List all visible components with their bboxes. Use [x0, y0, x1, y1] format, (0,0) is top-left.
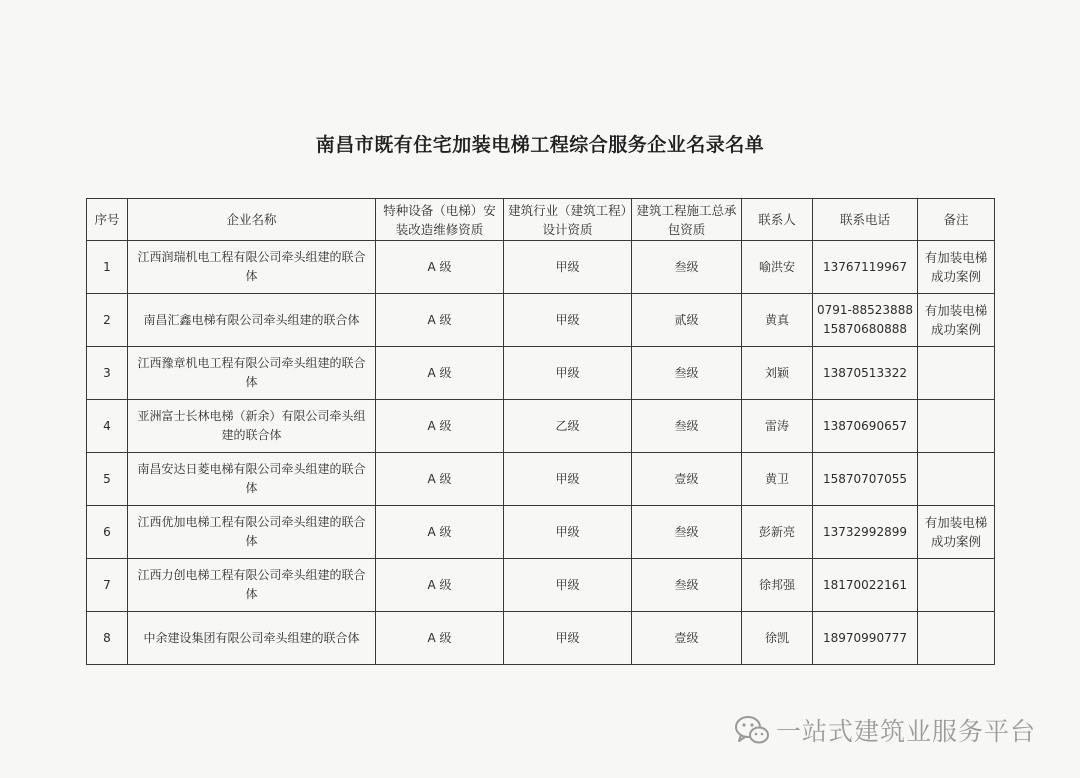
cell-construction-qualification: 贰级 — [632, 294, 742, 347]
cell-elevator-qualification: A 级 — [376, 400, 504, 453]
table-row — [87, 347, 995, 400]
cell-elevator-qualification: A 级 — [376, 294, 504, 347]
cell-note — [918, 347, 995, 400]
cell-note: 有加装电梯成功案例 — [918, 506, 995, 559]
cell-contact: 徐邦强 — [742, 559, 813, 612]
cell-phone: 13870513322 — [813, 347, 918, 400]
cell-company: 南昌安达日菱电梯有限公司牵头组建的联合体 — [128, 453, 376, 506]
cell-contact: 黄真 — [742, 294, 813, 347]
cell-construction-qualification: 叁级 — [632, 241, 742, 294]
cell-no: 2 — [87, 294, 128, 347]
cell-no: 1 — [87, 241, 128, 294]
header-contact: 联系人 — [742, 199, 813, 241]
cell-elevator-qualification: A 级 — [376, 559, 504, 612]
cell-phone: 15870707055 — [813, 453, 918, 506]
cell-contact: 雷涛 — [742, 400, 813, 453]
header-construction-qualification: 建筑工程施工总承包资质 — [632, 199, 742, 241]
cell-note — [918, 612, 995, 665]
header-company: 企业名称 — [128, 199, 376, 241]
cell-design-qualification: 甲级 — [504, 506, 632, 559]
cell-elevator-qualification: A 级 — [376, 347, 504, 400]
header-note: 备注 — [918, 199, 995, 241]
cell-construction-qualification: 叁级 — [632, 506, 742, 559]
cell-company: 江西润瑞机电工程有限公司牵头组建的联合体 — [128, 241, 376, 294]
cell-construction-qualification: 壹级 — [632, 453, 742, 506]
cell-elevator-qualification: A 级 — [376, 453, 504, 506]
cell-design-qualification: 甲级 — [504, 559, 632, 612]
table-row — [87, 400, 995, 453]
cell-design-qualification: 甲级 — [504, 612, 632, 665]
cell-design-qualification: 甲级 — [504, 347, 632, 400]
table-row — [87, 241, 995, 294]
cell-phone: 18970990777 — [813, 612, 918, 665]
cell-construction-qualification: 叁级 — [632, 347, 742, 400]
cell-design-qualification: 甲级 — [504, 453, 632, 506]
cell-company: 江西优加电梯工程有限公司牵头组建的联合体 — [128, 506, 376, 559]
cell-elevator-qualification: A 级 — [376, 506, 504, 559]
table-row — [87, 506, 995, 559]
cell-no: 8 — [87, 612, 128, 665]
wechat-icon — [732, 710, 772, 750]
cell-elevator-qualification: A 级 — [376, 612, 504, 665]
header-elevator-qualification: 特种设备（电梯）安装改造维修资质 — [376, 199, 504, 241]
table-row — [87, 453, 995, 506]
cell-construction-qualification: 叁级 — [632, 559, 742, 612]
cell-elevator-qualification: A 级 — [376, 241, 504, 294]
cell-phone: 13767119967 — [813, 241, 918, 294]
header-no: 序号 — [87, 199, 128, 241]
header-design-qualification: 建筑行业（建筑工程）设计资质 — [504, 199, 632, 241]
cell-no: 4 — [87, 400, 128, 453]
cell-phone: 13870690657 — [813, 400, 918, 453]
cell-no: 5 — [87, 453, 128, 506]
cell-phone: 18170022161 — [813, 559, 918, 612]
cell-design-qualification: 甲级 — [504, 294, 632, 347]
cell-company: 中余建设集团有限公司牵头组建的联合体 — [128, 612, 376, 665]
cell-note: 有加装电梯成功案例 — [918, 294, 995, 347]
cell-no: 3 — [87, 347, 128, 400]
table-row — [87, 612, 995, 665]
cell-contact: 喻洪安 — [742, 241, 813, 294]
cell-note — [918, 559, 995, 612]
company-roster-table — [86, 198, 995, 665]
cell-no: 6 — [87, 506, 128, 559]
watermark-text: 一站式建筑业服务平台 — [776, 717, 1037, 746]
cell-company: 江西力创电梯工程有限公司牵头组建的联合体 — [128, 559, 376, 612]
header-phone: 联系电话 — [813, 199, 918, 241]
cell-design-qualification: 乙级 — [504, 400, 632, 453]
cell-company: 亚洲富士长林电梯（新余）有限公司牵头组建的联合体 — [128, 400, 376, 453]
cell-contact: 彭新亮 — [742, 506, 813, 559]
table-header-row — [87, 199, 995, 241]
cell-company: 江西豫章机电工程有限公司牵头组建的联合体 — [128, 347, 376, 400]
cell-no: 7 — [87, 559, 128, 612]
cell-construction-qualification: 壹级 — [632, 612, 742, 665]
cell-phone: 13732992899 — [813, 506, 918, 559]
table-row — [87, 559, 995, 612]
cell-note: 有加装电梯成功案例 — [918, 241, 995, 294]
cell-note — [918, 453, 995, 506]
cell-note — [918, 400, 995, 453]
cell-contact: 徐凯 — [742, 612, 813, 665]
cell-phone: 0791-88523888 15870680888 — [813, 294, 918, 347]
cell-design-qualification: 甲级 — [504, 241, 632, 294]
cell-construction-qualification: 叁级 — [632, 400, 742, 453]
watermark — [732, 710, 1062, 750]
table-row — [87, 294, 995, 347]
page-title: 南昌市既有住宅加装电梯工程综合服务企业名录名单 — [315, 134, 765, 156]
cell-contact: 刘颖 — [742, 347, 813, 400]
cell-company: 南昌汇鑫电梯有限公司牵头组建的联合体 — [128, 294, 376, 347]
cell-contact: 黄卫 — [742, 453, 813, 506]
